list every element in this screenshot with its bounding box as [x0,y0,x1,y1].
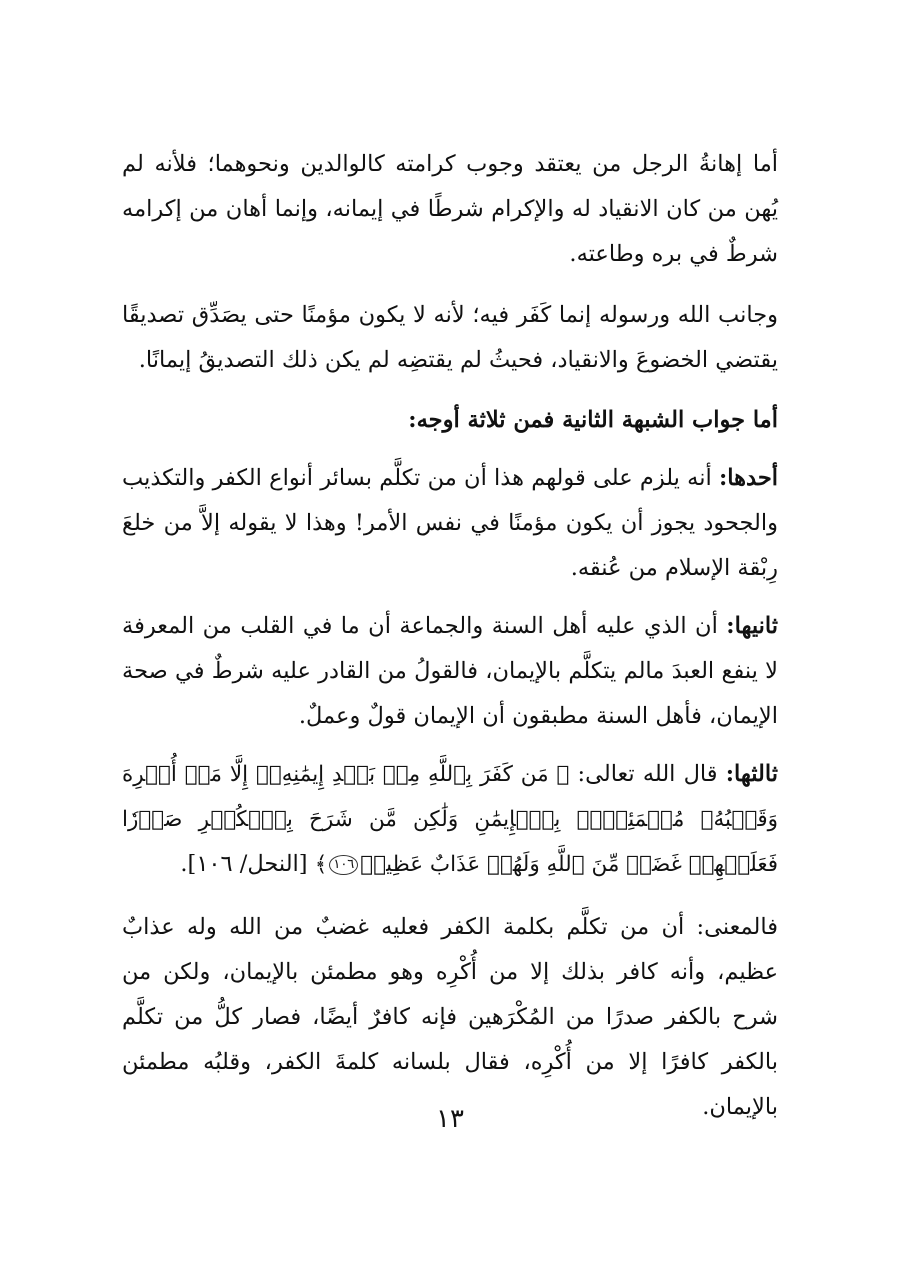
paragraph-2: وجانب الله ورسوله إنما كَفَر فيه؛ لأنه لا يكون مؤمنًا حتى يصَدِّق تصديقًا يقتضي الخضوعَ والانقياد، فحيثُ لم يقتضِه لم يكن ذلك التصديقُ إيمانًا. [122,302,778,373]
paragraph-third-aspect [122,752,778,887]
page-number: ١٣ [436,1104,464,1134]
first-aspect-label: أحدها: [719,465,778,491]
first-aspect-text: أنه يلزم على قولهم هذا أن من تكلَّم بسائر أنواع الكفر والتكذيب والجحود يجوز أن يكون مؤمنًا في نفس الأمر! وهذا لا يقوله إلاَّ من خلعَ رِبْقة الإسلام من عُنقه. [122,465,778,581]
second-aspect-text: أن الذي عليه أهل السنة والجماعة أن ما في القلب من المعرفة لا ينفع العبدَ مالم يتكلَّم بالإيمان، فالقولُ من القادر عليه شرطٌ في صحة الإيمان، فأهل السنة مطبقون أن الإيمان قولٌ وعملٌ. [122,613,778,729]
third-aspect-label: ثالثها: [725,761,778,787]
paragraph-meaning: فالمعنى: أن من تكلَّم بكلمة الكفر فعليه غضبٌ من الله وله عذابٌ عظيم، وأنه كافر بذلك إلا من أُكْرِه وهو مطمئن بالإيمان، ولكن من شرح بالكفر صدرًا من المُكْرَهين فإنه كافرٌ أيضًا، فصار كلُّ من تكلَّم بالكفر كافرًا إلا من أُكْرِه، فقال بلسانه كلمةَ الكفر، وقلبُه مطمئن بالإيمان. [122,914,778,1120]
verse-reference: [النحل/ ١٠٦]. [180,851,315,877]
paragraph-second-aspect [122,604,778,739]
third-aspect-intro: قال الله تعالى: [569,761,726,787]
paragraph-1: أما إهانةُ الرجل من يعتقد وجوب كرامته كالوالدين ونحوهما؛ فلأنه لم يُهن من كان الانقياد له والإكرام شرطًا في إيمانه، وإنما أهان من إكرامه شرطٌ في بره وطاعته. [122,151,778,267]
second-aspect-label: ثانيها: [726,613,778,639]
quran-closing-bracket: ﴾ [314,852,328,877]
section-heading: أما جواب الشبهة الثانية فمن ثلاثة أوجه: [408,407,778,433]
ayah-number-marker: ١٠٦ [329,855,358,875]
paragraph-first-aspect [122,456,778,591]
quran-verse: ﴿ مَن كَفَرَ بِٱللَّهِ مِنۢ بَعۡدِ إِيمَٰنِهِۦٓ إِلَّا مَنۡ أُكۡرِهَ وَقَلۡبُهُۥ مُطۡمَئِنُّۢ بِٱلۡإِيمَٰنِ وَلَٰكِن مَّن شَرَحَ بِٱلۡكُفۡرِ صَدۡرٗا فَعَلَيۡهِمۡ غَضَبٞ مِّنَ ٱللَّهِ وَلَهُمۡ عَذَابٌ عَظِيمٞ [122,762,778,877]
